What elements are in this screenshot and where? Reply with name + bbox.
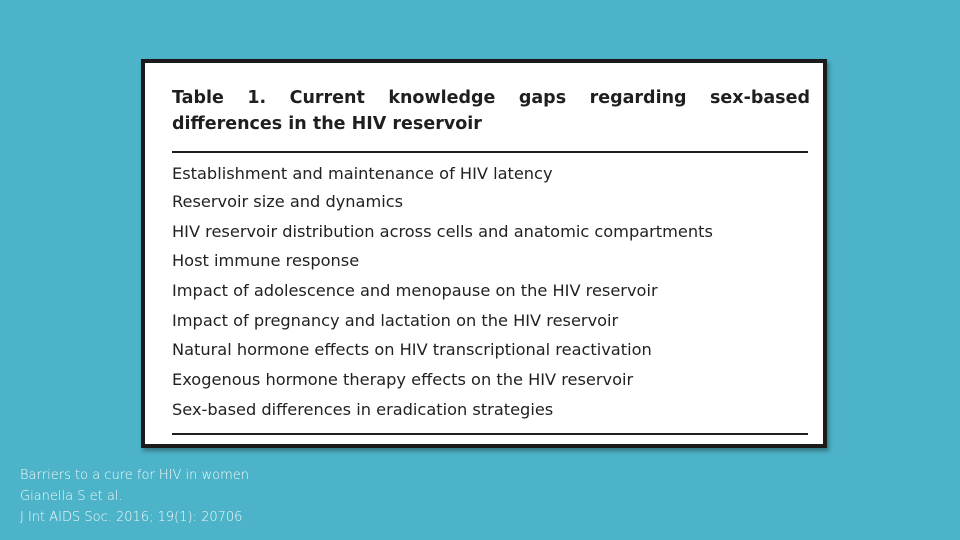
citation-title: Barriers to a cure for HIV in women [20,468,249,483]
list-item: Sex-based differences in eradication strategies [172,399,554,419]
list-item: Exogenous hormone therapy effects on the HIV reservoir [172,370,634,390]
list-item: Impact of adolescence and menopause on the HIV reservoir [172,281,658,301]
citation-journal: J Int AIDS Soc. 2016; 19(1): 20706 [20,510,243,525]
list-item: Reservoir size and dynamics [172,192,404,211]
list-item: Establishment and maintenance of HIV latency [172,164,553,183]
table-bottom-rule [172,433,808,435]
citation [20,465,249,528]
table-top-rule [172,151,808,153]
table-image [141,59,827,448]
list-item: HIV reservoir distribution across cells and anatomic compartments [172,221,713,241]
knowledge-gap-list [172,160,812,425]
table-title-line-2: differences in the HIV reservoir [172,114,482,134]
table-title [172,85,810,137]
list-item: Host immune response [172,251,360,271]
list-item: Natural hormone effects on HIV transcriptional reactivation [172,340,652,360]
list-item: Impact of pregnancy and lactation on the HIV reservoir [172,310,619,330]
table-title-line-1: Table 1. Current knowledge gaps regarding sex-based [172,88,810,108]
citation-authors: Gianella S et al. [20,489,123,504]
